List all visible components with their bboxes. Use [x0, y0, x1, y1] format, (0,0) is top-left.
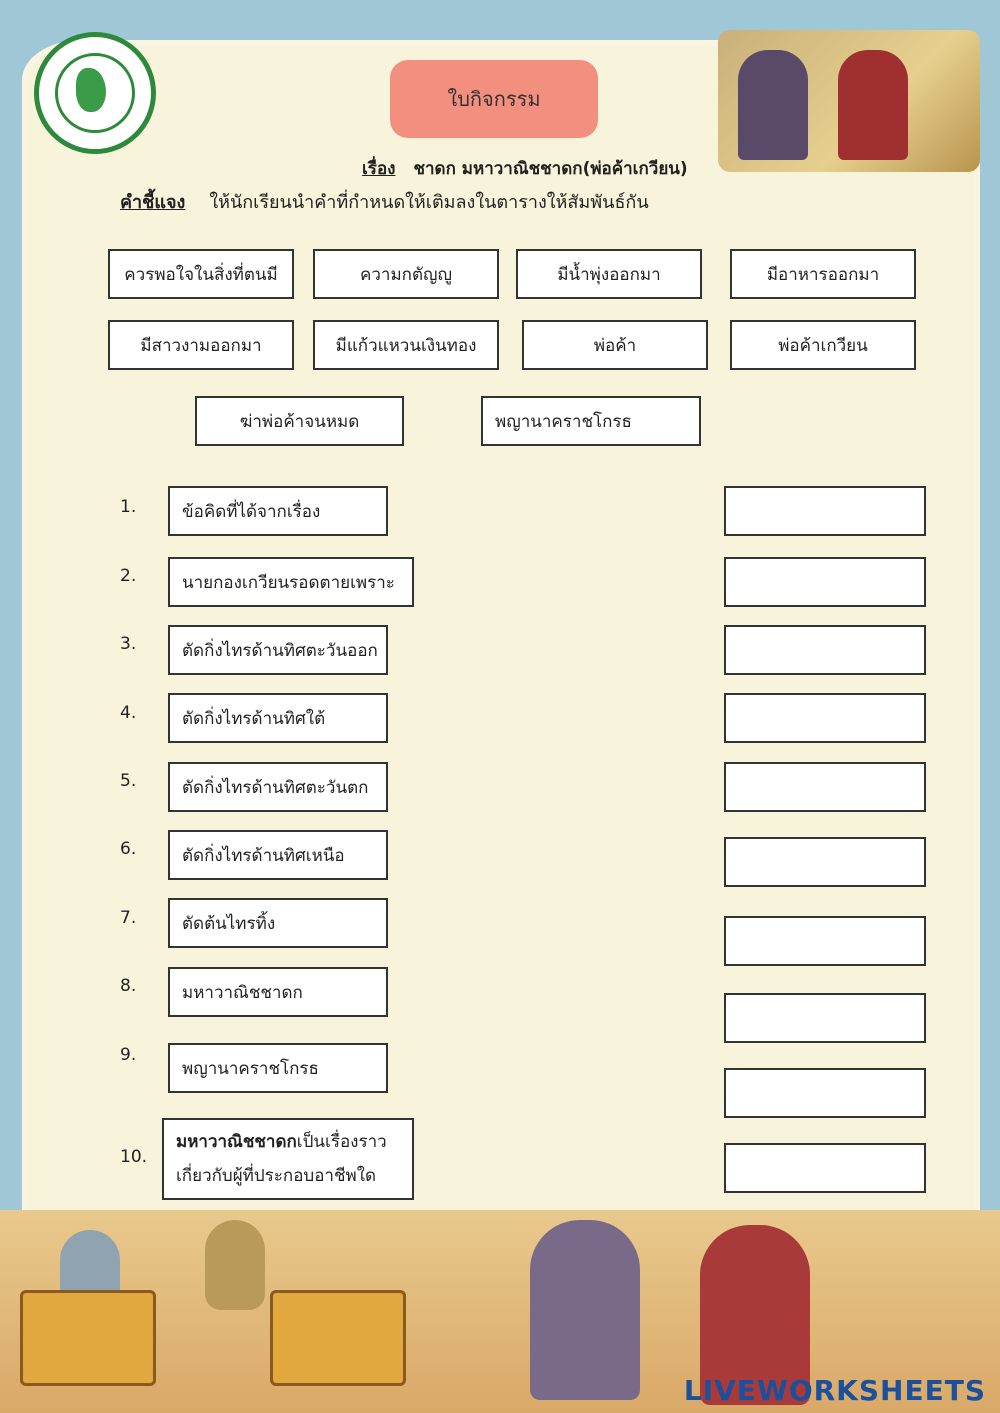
answer-box[interactable]: [724, 1143, 926, 1193]
word-tile[interactable]: ควรพอใจในสิ่งที่ตนมี: [108, 249, 294, 299]
subject-text: ชาดก มหาวาณิชชาดก(พ่อค้าเกวียน): [413, 159, 688, 179]
answer-box[interactable]: [724, 762, 926, 812]
question-number: 3.: [120, 634, 137, 654]
school-logo: [34, 32, 156, 154]
question-number: 5.: [120, 771, 137, 791]
question-prompt: [162, 1118, 414, 1200]
word-tile[interactable]: ความกตัญญู: [313, 249, 499, 299]
worksheet-title: ใบกิจกรรม: [390, 60, 598, 138]
liveworksheets-logo: LIVEWORKSHEETS: [683, 1374, 986, 1407]
answer-box[interactable]: [724, 625, 926, 675]
answer-box[interactable]: [724, 1068, 926, 1118]
question-number: 8.: [120, 976, 137, 996]
question-prompt: นายกองเกวียนรอดตายเพราะ: [168, 557, 414, 607]
subject-label: เรื่อง: [362, 159, 396, 179]
word-tile[interactable]: มีแก้วแหวนเงินทอง: [313, 320, 499, 370]
answer-box[interactable]: [724, 993, 926, 1043]
top-illustration: [718, 30, 980, 172]
question-prompt: พญานาคราชโกรธ: [168, 1043, 388, 1093]
question-prompt: ข้อคิดที่ได้จากเรื่อง: [168, 486, 388, 536]
question-prompt: ตัดกิ่งไทรด้านทิศตะวันออก: [168, 625, 388, 675]
question-number: 1.: [120, 497, 137, 517]
word-tile[interactable]: มีอาหารออกมา: [730, 249, 916, 299]
question-prompt: ตัดกิ่งไทรด้านทิศเหนือ: [168, 830, 388, 880]
question-10-line2: เกี่ยวกับผู้ที่ประกอบอาชีพใด: [176, 1166, 377, 1186]
question-number: 4.: [120, 703, 137, 723]
answer-box[interactable]: [724, 486, 926, 536]
instruction-text: ให้นักเรียนนำคำที่กำหนดให้เติมลงในตารางให้สัมพันธ์กัน: [209, 192, 649, 213]
word-tile[interactable]: ฆ่าพ่อค้าจนหมด: [195, 396, 404, 446]
word-tile[interactable]: มีสาวงามออกมา: [108, 320, 294, 370]
word-tile[interactable]: พ่อค้า: [522, 320, 708, 370]
word-tile[interactable]: พ่อค้าเกวียน: [730, 320, 916, 370]
word-tile[interactable]: พญานาคราชโกรธ: [481, 396, 701, 446]
question-number: 2.: [120, 566, 137, 586]
instruction-line: [120, 187, 649, 216]
answer-box[interactable]: [724, 557, 926, 607]
answer-box[interactable]: [724, 837, 926, 887]
question-prompt: ตัดกิ่งไทรด้านทิศใต้: [168, 693, 388, 743]
question-number: 9.: [120, 1045, 137, 1065]
question-10-line1: มหาวาณิชชาดกเป็นเรื่องราว: [176, 1132, 387, 1152]
question-prompt: ตัดกิ่งไทรด้านทิศตะวันตก: [168, 762, 388, 812]
subject-line: [362, 155, 688, 182]
word-tile[interactable]: มีน้ำพุ่งออกมา: [516, 249, 702, 299]
answer-box[interactable]: [724, 693, 926, 743]
instruction-label: คำชี้แจง: [120, 192, 186, 213]
question-number: 6.: [120, 839, 137, 859]
question-prompt: ตัดต้นไทรทิ้ง: [168, 898, 388, 948]
question-number: 7.: [120, 908, 137, 928]
question-number: 10.: [120, 1147, 148, 1167]
question-prompt: มหาวาณิชชาดก: [168, 967, 388, 1017]
answer-box[interactable]: [724, 916, 926, 966]
